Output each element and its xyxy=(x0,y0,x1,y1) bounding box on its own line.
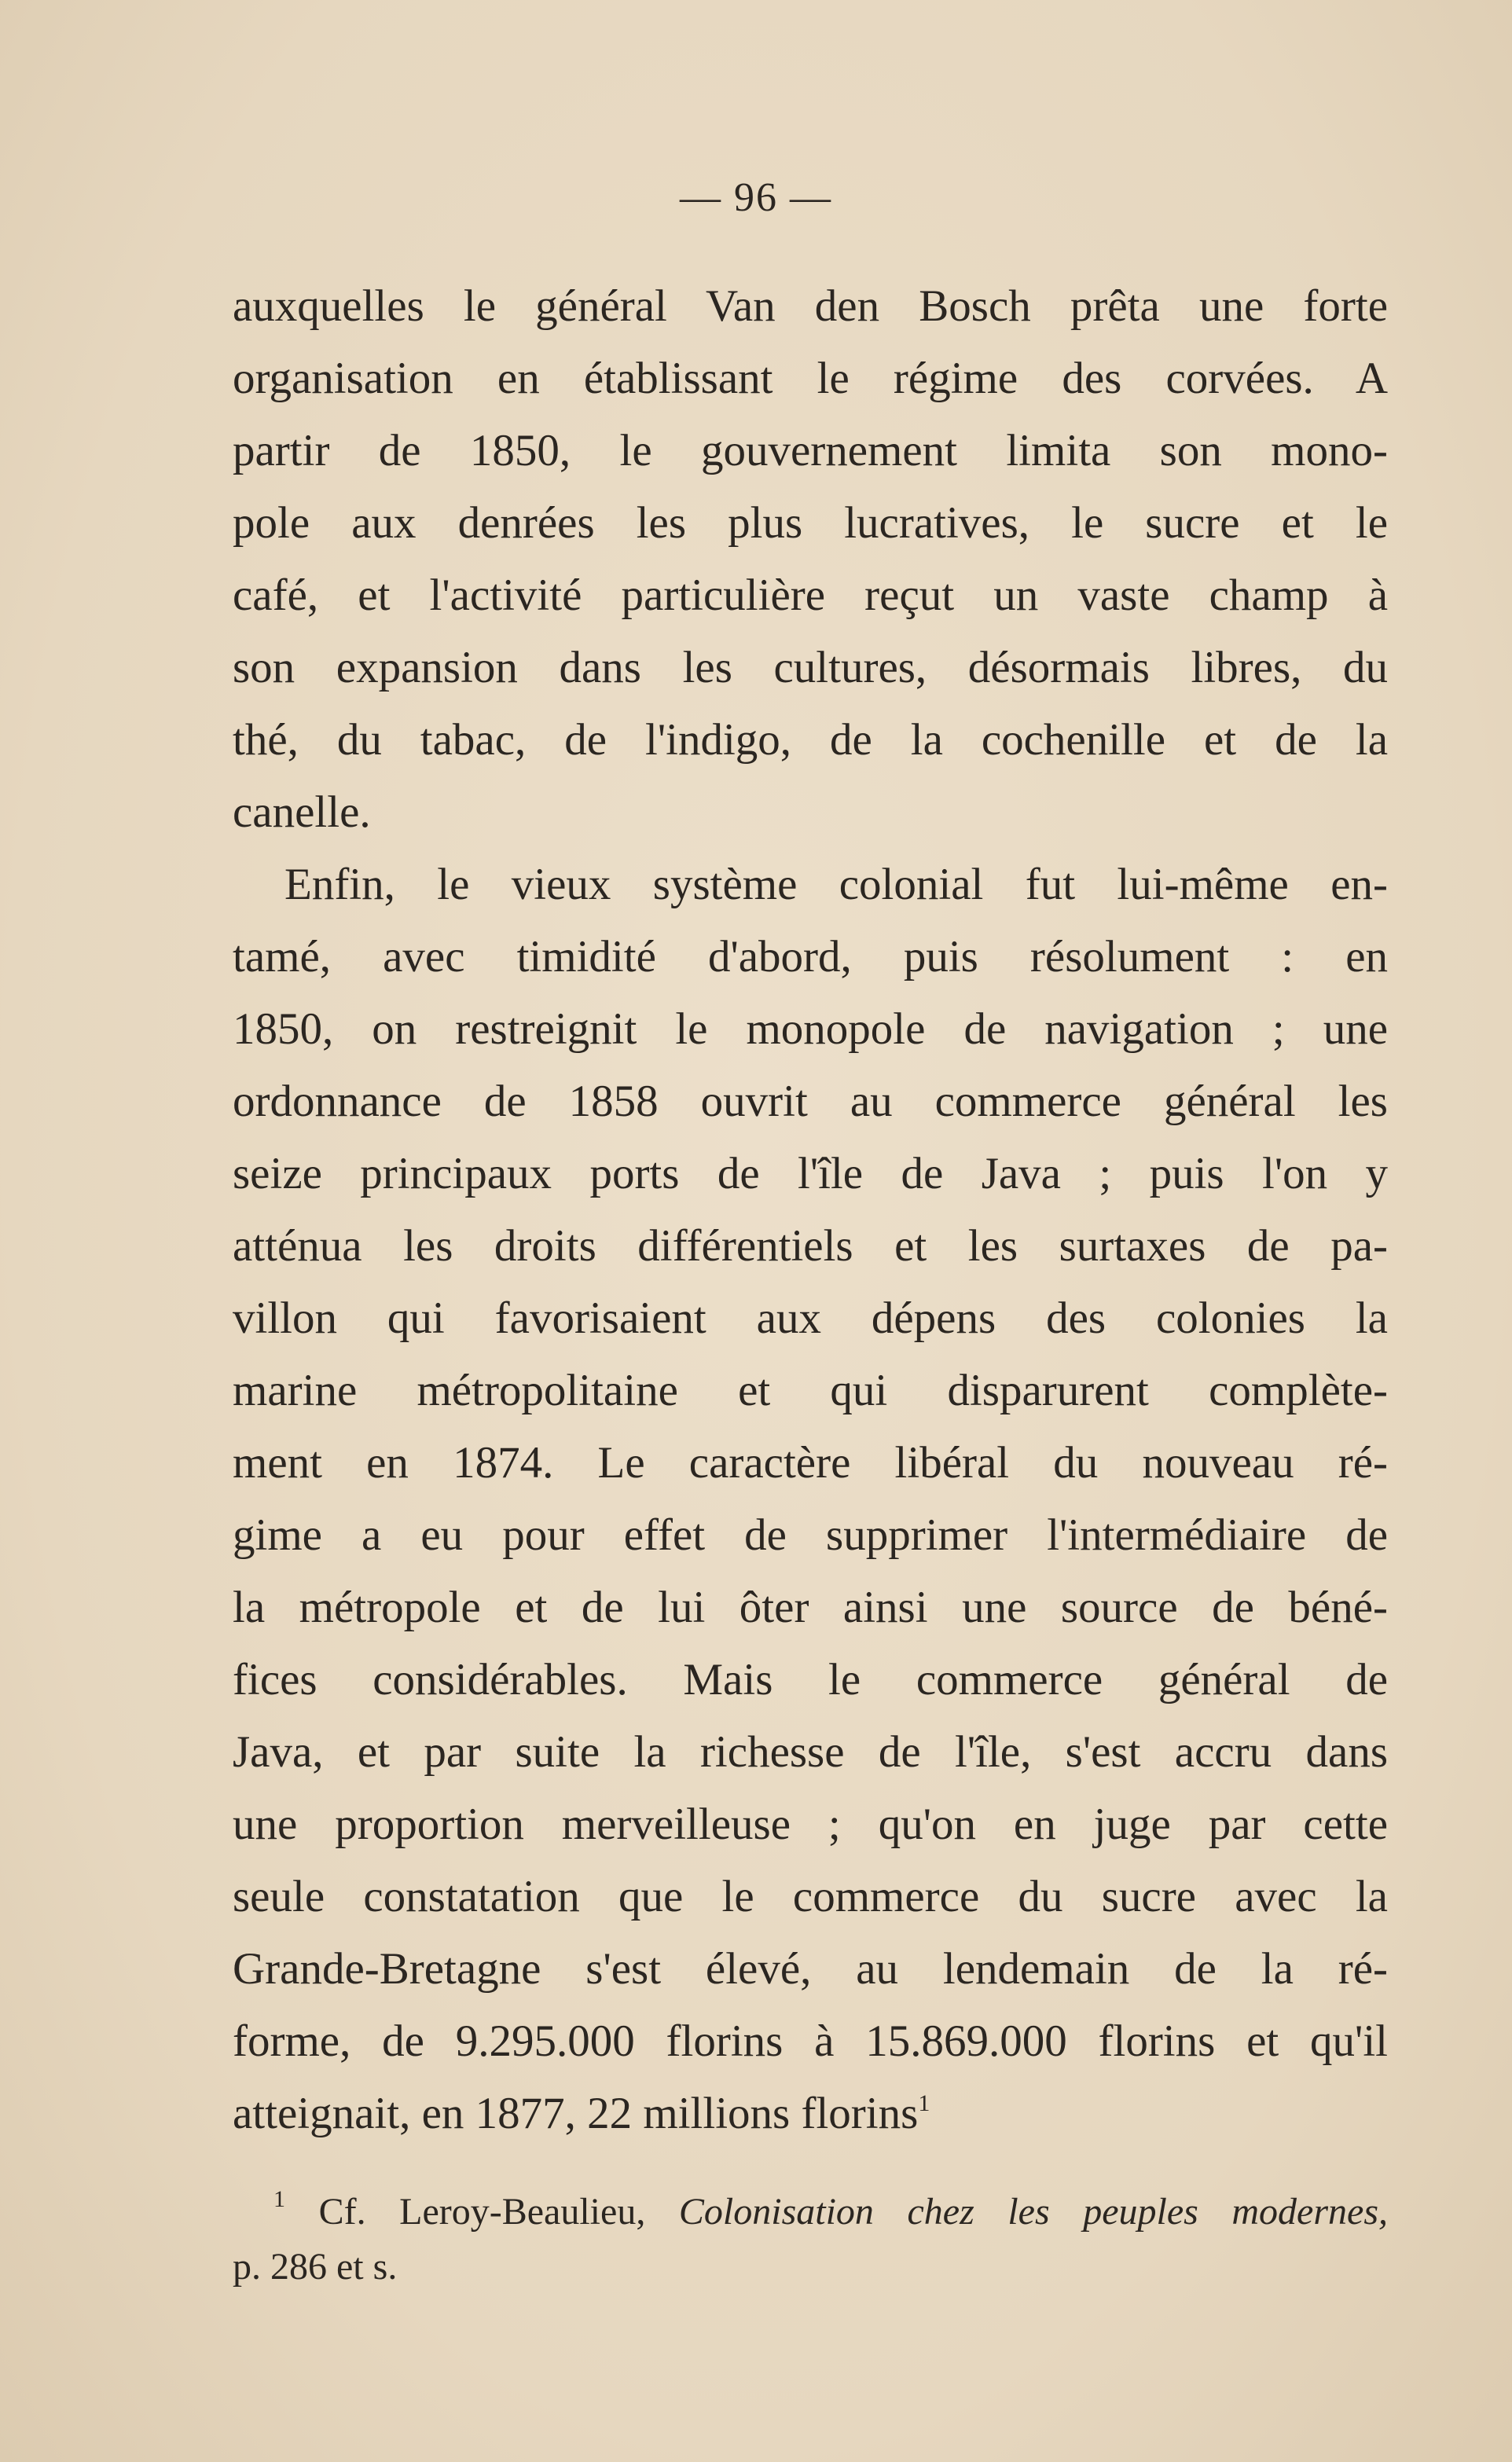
text-line: atténua les droits différentiels et les surtaxes de pa- xyxy=(233,1221,1388,1271)
text-line: thé, du tabac, de l'indigo, de la cochenille et de la xyxy=(233,715,1388,765)
text-line: forme, de 9.295.000 florins à 15.869.000 florins et qu'il xyxy=(233,2016,1388,2066)
page-number: — 96 — xyxy=(680,175,832,220)
footnote-title: Colonisation chez les peuples modernes, xyxy=(678,2191,1389,2233)
text-line: 1850, on restreignit le monopole de navigation ; une xyxy=(233,1004,1388,1054)
body-text xyxy=(233,270,1388,2150)
text-line: ment en 1874. Le caractère libéral du nouveau ré- xyxy=(233,1438,1388,1488)
text-line: organisation en établissant le régime des corvées. A xyxy=(233,354,1388,403)
text-line: son expansion dans les cultures, désormais libres, du xyxy=(233,643,1388,692)
text-line: ordonnance de 1858 ouvrit au commerce général les xyxy=(233,1077,1388,1126)
text-line: pole aux denrées les plus lucratives, le sucre et le xyxy=(233,498,1388,548)
text-line: la métropole et de lui ôter ainsi une source de béné- xyxy=(233,1583,1388,1632)
text-line: seule constatation que le commerce du sucre avec la xyxy=(233,1872,1388,1921)
footnote-marker: 1 xyxy=(273,2186,285,2212)
footnote-reference: 1 xyxy=(918,2090,930,2116)
footnote-author: Cf. Leroy-Beaulieu, xyxy=(318,2191,646,2233)
text-line: fices considérables. Mais le commerce général de xyxy=(233,1655,1388,1704)
text-line: café, et l'activité particulière reçut un vaste champ à xyxy=(233,571,1388,620)
text-line-last xyxy=(233,2078,1388,2150)
footnote-pages: p. 286 et s. xyxy=(233,2246,398,2288)
text-line: marine métropolitaine et qui disparurent complète- xyxy=(233,1366,1388,1415)
text-line: canelle. xyxy=(233,787,371,837)
text-line: Enfin, le vieux système colonial fut lui-même en- xyxy=(284,860,1388,909)
text-line: auxquelles le général Van den Bosch prêta une forte xyxy=(233,281,1388,331)
text-line: partir de 1850, le gouvernement limita son mono- xyxy=(233,426,1388,475)
text-line: une proportion merveilleuse ; qu'on en juge par cette xyxy=(233,1800,1388,1849)
text-line: villon qui favorisaient aux dépens des colonies la xyxy=(233,1293,1388,1343)
footnote xyxy=(233,2185,1388,2240)
text-line: Grande-Bretagne s'est élevé, au lendemain de la ré- xyxy=(233,1944,1388,1994)
text-line: tamé, avec timidité d'abord, puis résolument : en xyxy=(233,932,1388,981)
text-line: Java, et par suite la richesse de l'île, s'est accru dans xyxy=(233,1727,1388,1777)
text-line: atteignait, en 1877, 22 millions florins xyxy=(233,2089,919,2138)
text-line: seize principaux ports de l'île de Java ; puis l'on y xyxy=(233,1149,1388,1198)
text-line: gime a eu pour effet de supprimer l'intermédiaire de xyxy=(233,1510,1388,1560)
